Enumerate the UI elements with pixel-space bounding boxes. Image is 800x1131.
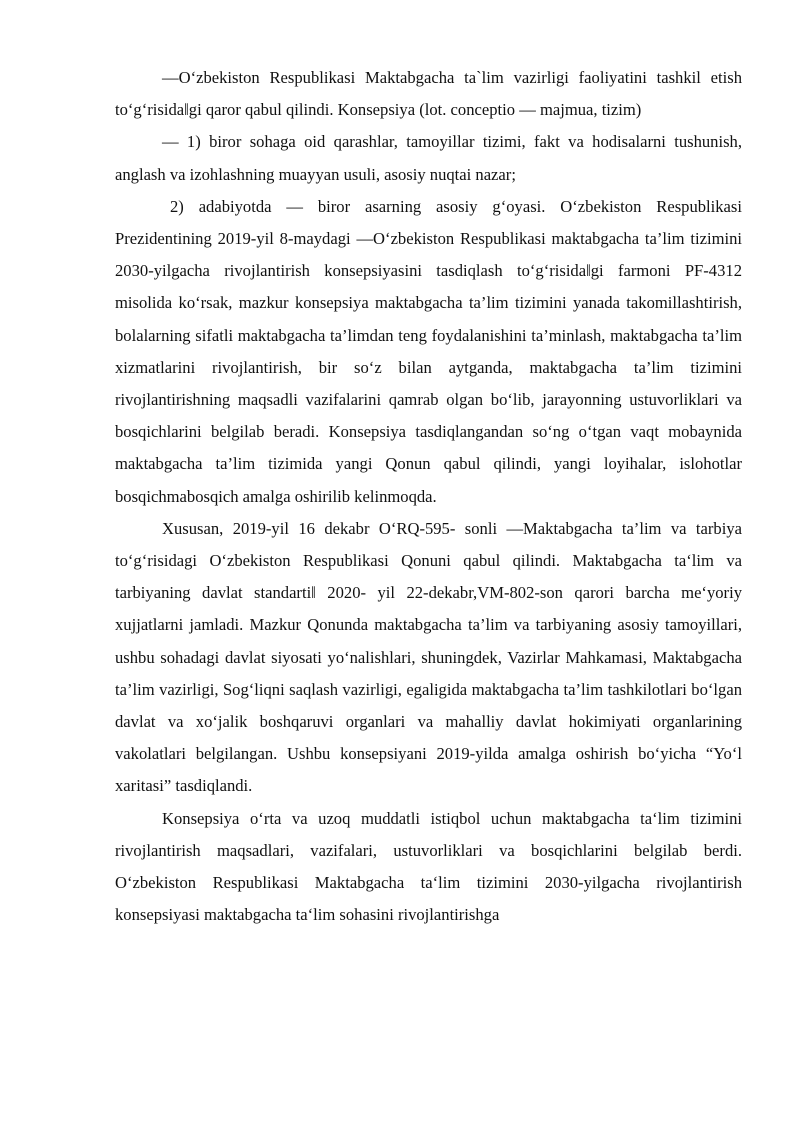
paragraph-concept-goals: Konsepsiya o‘rta va uzoq muddatli istiqbol uchun maktabgacha ta‘lim tizimini rivojlantirish maqsadlari, vazifalari, ustuvorliklari va bosqichlarini belgilab berdi. O‘zbekiston Respublikasi Maktabgacha ta‘lim tizimini 2030-yilgacha rivojlantirish konsepsiyasi maktabgacha ta‘lim sohasini rivojlantirishga bbox=[115, 808, 742, 925]
paragraph-law-adoption: Xususan, 2019-yil 16 dekabr O‘RQ-595- sonli —Maktabgacha ta’lim va tarbiya to‘g‘risidagi O‘zbekiston Respublikasi Qonuni qabul qilindi. Maktabgacha ta‘lim va tarbiyaning davlat standarti‖ 2020- yil 22-dekabr,VM-802-son qarori barcha me‘yoriy xujjatlarni jamladi. Mazkur Qonunda maktabgacha ta’lim va tarbiyaning asosiy tamoyillari, ushbu sohadagi davlat siyosati yo‘nalishlari, shuningdek, Vazirlar Mahkamasi, Maktabgacha ta’lim vazirligi, Sog‘liqni saqlash vazirligi, egaligida maktabgacha ta’lim tashkilotlari bo‘lgan davlat va xo‘jalik boshqaruvi organlari va mahalliy davlat hokimiyati organlarining vakolatlari belgilangan. Ushbu konsepsiyani 2019-yilda amalga oshirish bo‘yicha “Yo‘l xaritasi” tasdiqlandi. bbox=[115, 518, 742, 796]
document-page bbox=[115, 62, 742, 931]
paragraph-ministry-decree: —O‘zbekiston Respublikasi Maktabgacha ta`lim vazirligi faoliyatini tashkil etish to‘g‘risida‖gi qaror qabul qilindi. Konsepsiya (lot. conceptio — majmua, tizim) bbox=[115, 68, 742, 120]
paragraph-concept-definition-2: 2) adabiyotda — biror asarning asosiy g‘oyasi. O‘zbekiston Respublikasi Prezidentining 2019-yil 8-maydagi —O‘zbekiston Respublikasi maktabgacha ta’lim tizimini 2030-yilgacha rivojlantirish konsepsiyasini tasdiqlash to‘g‘risida‖gi farmoni PF-4312 misolida ko‘rsak, mazkur konsepsiya maktabgacha ta’lim tizimini yanada takomillashtirish, bolalarning sifatli maktabgacha ta’limdan teng foydalanishini ta’minlash, maktabgacha ta’lim xizmatlarini rivojlantirish, bir so‘z bilan aytganda, maktabgacha ta’lim tizimini rivojlantirishning maqsadli vazifalarini qamrab olgan bo‘lib, jarayonning ustuvorliklari va bosqichlarini belgilab beradi. Konsepsiya tasdiqlangandan so‘ng o‘tgan vaqt mobaynida maktabgacha ta’lim tizimida yangi Qonun qabul qilindi, yangi loyihalar, islohotlar bosqichmabosqich amalga oshirilib kelinmoqda. bbox=[115, 196, 742, 506]
paragraph-concept-definition-1: — 1) biror sohaga oid qarashlar, tamoyillar tizimi, fakt va hodisalarni tushunish, anglash va izohlashning muayyan usuli, asosiy nuqtai nazar; bbox=[115, 132, 742, 184]
